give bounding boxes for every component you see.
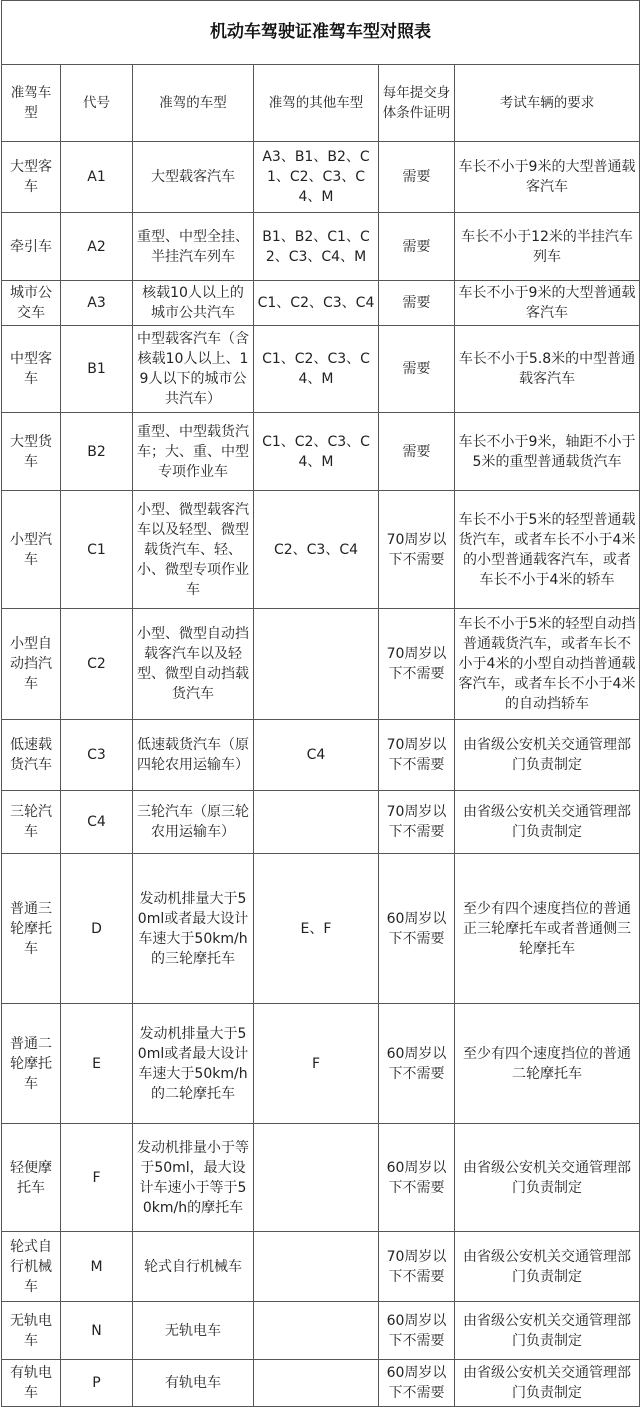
cell-code: M — [61, 1232, 133, 1302]
cell-vehicles: 中型载客汽车（含核载10人以上、19人以下的城市公共汽车） — [133, 326, 254, 413]
cell-exam: 车长不小于9米的大型普通载客汽车 — [455, 142, 640, 213]
cell-health: 需要 — [379, 142, 455, 213]
cell-exam: 车长不小于12米的半挂汽车列车 — [455, 213, 640, 281]
cell-class: 有轨电车 — [2, 1360, 61, 1407]
license-class-table — [1, 0, 640, 1407]
cell-code: F — [61, 1124, 133, 1232]
cell-exam: 车长不小于9米，轴距不小于5米的重型普通载货汽车 — [455, 413, 640, 491]
cell-class: 无轨电车 — [2, 1302, 61, 1360]
table-title: 机动车驾驶证准驾车型对照表 — [1, 0, 640, 64]
cell-other-classes: A3、B1、B2、C1、C2、C3、C4、M — [254, 142, 379, 213]
table-row — [2, 791, 640, 854]
cell-other-classes — [254, 1124, 379, 1232]
cell-health: 70周岁以下不需要 — [379, 720, 455, 791]
cell-health: 60周岁以下不需要 — [379, 1124, 455, 1232]
cell-code: A2 — [61, 213, 133, 281]
cell-health: 70周岁以下不需要 — [379, 491, 455, 609]
table-row — [2, 1004, 640, 1124]
cell-health: 需要 — [379, 326, 455, 413]
table-row — [2, 720, 640, 791]
cell-exam: 车长不小于5米的轻型普通载货汽车，或者车长不小于4米的小型普通载客汽车，或者车长不小于4米的轿车 — [455, 491, 640, 609]
cell-health: 60周岁以下不需要 — [379, 1360, 455, 1407]
cell-exam: 车长不小于5.8米的中型普通载客汽车 — [455, 326, 640, 413]
cell-exam: 由省级公安机关交通管理部门负责制定 — [455, 1232, 640, 1302]
cell-code: B2 — [61, 413, 133, 491]
cell-class: 轮式自行机械车 — [2, 1232, 61, 1302]
cell-health: 70周岁以下不需要 — [379, 1232, 455, 1302]
table-row — [2, 609, 640, 720]
cell-vehicles: 小型、微型自动挡载客汽车以及轻型、微型自动挡载货汽车 — [133, 609, 254, 720]
cell-exam: 由省级公安机关交通管理部门负责制定 — [455, 1360, 640, 1407]
cell-other-classes: C1、C2、C3、C4、M — [254, 326, 379, 413]
cell-code: A3 — [61, 281, 133, 326]
table-row — [2, 413, 640, 491]
cell-other-classes: B1、B2、C1、C2、C3、C4、M — [254, 213, 379, 281]
cell-code: A1 — [61, 142, 133, 213]
cell-code: B1 — [61, 326, 133, 413]
cell-vehicles: 大型载客汽车 — [133, 142, 254, 213]
cell-vehicles: 小型、微型载客汽车以及轻型、微型载货汽车、轻、小、微型专项作业车 — [133, 491, 254, 609]
cell-health: 60周岁以下不需要 — [379, 1302, 455, 1360]
table-row — [2, 491, 640, 609]
cell-class: 三轮汽车 — [2, 791, 61, 854]
cell-other-classes — [254, 609, 379, 720]
cell-exam: 至少有四个速度挡位的普通正三轮摩托车或者普通侧三轮摩托车 — [455, 854, 640, 1004]
cell-other-classes: F — [254, 1004, 379, 1124]
cell-vehicles: 发动机排量大于50ml或者最大设计车速大于50km/h的二轮摩托车 — [133, 1004, 254, 1124]
cell-other-classes — [254, 791, 379, 854]
cell-exam: 车长不小于5米的轻型自动挡普通载货汽车，或者车长不小于4米的小型自动挡普通载客汽车，或者车长不小于4米的自动挡轿车 — [455, 609, 640, 720]
col-header-exam-vehicle: 考试车辆的要求 — [455, 65, 640, 142]
cell-vehicles: 轮式自行机械车 — [133, 1232, 254, 1302]
cell-exam: 车长不小于9米的大型普通载客汽车 — [455, 281, 640, 326]
table-row — [2, 1360, 640, 1407]
cell-code: D — [61, 854, 133, 1004]
cell-vehicles: 低速载货汽车（原四轮农用运输车） — [133, 720, 254, 791]
cell-vehicles: 发动机排量大于50ml或者最大设计车速大于50km/h的三轮摩托车 — [133, 854, 254, 1004]
col-header-code: 代号 — [61, 65, 133, 142]
cell-code: N — [61, 1302, 133, 1360]
cell-code: C3 — [61, 720, 133, 791]
table-row — [2, 213, 640, 281]
cell-exam: 至少有四个速度挡位的普通二轮摩托车 — [455, 1004, 640, 1124]
cell-class: 城市公交车 — [2, 281, 61, 326]
cell-class: 小型自动挡汽车 — [2, 609, 61, 720]
cell-exam: 由省级公安机关交通管理部门负责制定 — [455, 1302, 640, 1360]
cell-class: 普通二轮摩托车 — [2, 1004, 61, 1124]
cell-class: 低速载货汽车 — [2, 720, 61, 791]
cell-code: C2 — [61, 609, 133, 720]
cell-code: E — [61, 1004, 133, 1124]
cell-other-classes — [254, 1232, 379, 1302]
cell-health: 需要 — [379, 213, 455, 281]
cell-other-classes: C4 — [254, 720, 379, 791]
col-header-vehicles: 准驾的车型 — [133, 65, 254, 142]
cell-exam: 由省级公安机关交通管理部门负责制定 — [455, 791, 640, 854]
cell-other-classes — [254, 1302, 379, 1360]
cell-vehicles: 重型、中型全挂、半挂汽车列车 — [133, 213, 254, 281]
cell-exam: 由省级公安机关交通管理部门负责制定 — [455, 1124, 640, 1232]
cell-other-classes: C2、C3、C4 — [254, 491, 379, 609]
col-header-other-classes: 准驾的其他车型 — [254, 65, 379, 142]
cell-class: 牵引车 — [2, 213, 61, 281]
col-header-class: 准驾车型 — [2, 65, 61, 142]
table-row — [2, 1232, 640, 1302]
cell-health: 60周岁以下不需要 — [379, 854, 455, 1004]
cell-class: 大型客车 — [2, 142, 61, 213]
cell-vehicles: 无轨电车 — [133, 1302, 254, 1360]
col-header-health-certificate: 每年提交身体条件证明 — [379, 65, 455, 142]
cell-health: 需要 — [379, 413, 455, 491]
cell-class: 普通三轮摩托车 — [2, 854, 61, 1004]
cell-vehicles: 有轨电车 — [133, 1360, 254, 1407]
table-body — [2, 142, 640, 1407]
cell-vehicles: 核载10人以上的城市公共汽车 — [133, 281, 254, 326]
cell-vehicles: 三轮汽车（原三轮农用运输车） — [133, 791, 254, 854]
cell-class: 小型汽车 — [2, 491, 61, 609]
cell-code: C1 — [61, 491, 133, 609]
license-table-sheet — [1, 0, 639, 1401]
table-row — [2, 854, 640, 1004]
cell-class: 中型客车 — [2, 326, 61, 413]
cell-other-classes: C1、C2、C3、C4 — [254, 281, 379, 326]
table-row — [2, 326, 640, 413]
cell-health: 70周岁以下不需要 — [379, 791, 455, 854]
cell-class: 轻便摩托车 — [2, 1124, 61, 1232]
cell-health: 70周岁以下不需要 — [379, 609, 455, 720]
cell-code: P — [61, 1360, 133, 1407]
table-row — [2, 1302, 640, 1360]
header-row — [2, 65, 640, 142]
cell-other-classes — [254, 1360, 379, 1407]
table-row — [2, 1124, 640, 1232]
cell-code: C4 — [61, 791, 133, 854]
table-row — [2, 142, 640, 213]
table-row — [2, 281, 640, 326]
cell-other-classes: C1、C2、C3、C4、M — [254, 413, 379, 491]
cell-class: 大型货车 — [2, 413, 61, 491]
cell-vehicles: 发动机排量小于等于50ml，最大设计车速小于等于50km/h的摩托车 — [133, 1124, 254, 1232]
cell-health: 60周岁以下不需要 — [379, 1004, 455, 1124]
cell-other-classes: E、F — [254, 854, 379, 1004]
cell-health: 需要 — [379, 281, 455, 326]
cell-exam: 由省级公安机关交通管理部门负责制定 — [455, 720, 640, 791]
cell-vehicles: 重型、中型载货汽车；大、重、中型专项作业车 — [133, 413, 254, 491]
